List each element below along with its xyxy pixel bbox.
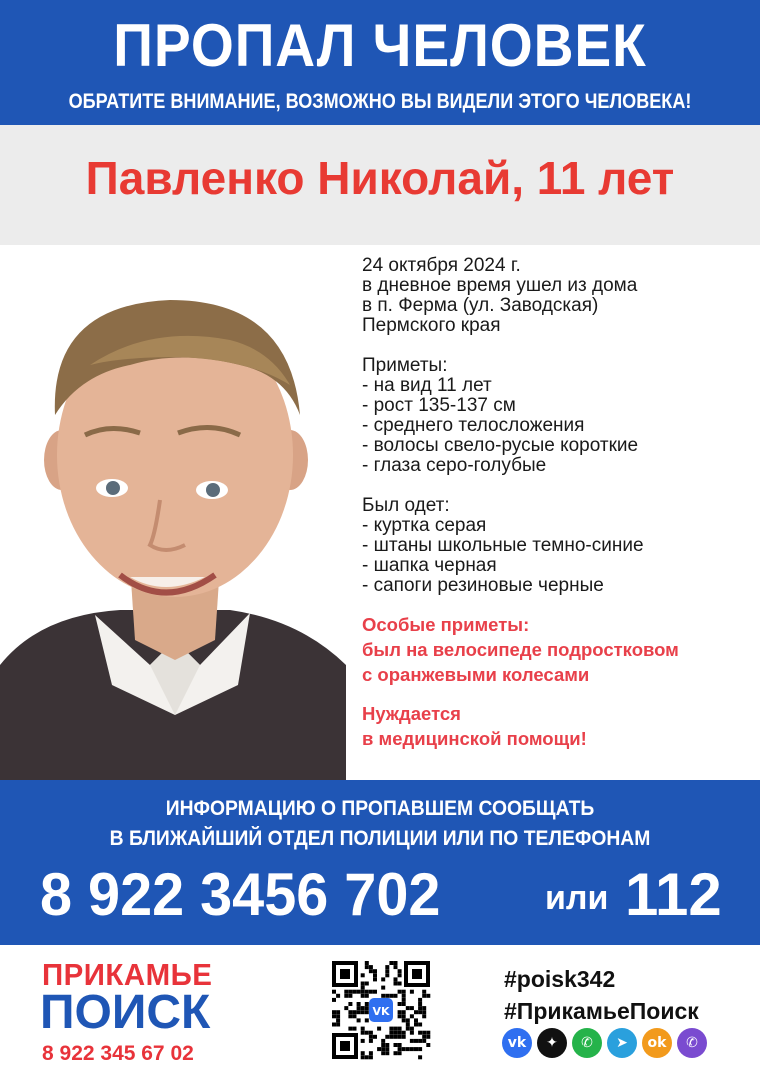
circumstances-line: в дневное время ушел из дома bbox=[362, 275, 638, 296]
zen-icon[interactable]: ✦ bbox=[537, 1028, 567, 1058]
feature-item: - глаза серо-голубые bbox=[362, 455, 547, 476]
vk-icon[interactable]: vk bbox=[502, 1028, 532, 1058]
feature-item: - на вид 11 лет bbox=[362, 375, 492, 396]
special-marks-heading: Особые приметы: bbox=[362, 614, 530, 635]
whatsapp-icon[interactable]: ✆ bbox=[572, 1028, 602, 1058]
poster-header bbox=[0, 0, 760, 125]
phone-numbers bbox=[0, 860, 760, 940]
clothing-item: - сапоги резиновые черные bbox=[362, 575, 604, 596]
qr-code-icon[interactable] bbox=[330, 959, 432, 1061]
feature-item: - рост 135-137 см bbox=[362, 395, 516, 416]
clothing-heading: Был одет: bbox=[362, 495, 450, 516]
feature-item: - среднего телосложения bbox=[362, 415, 585, 436]
clothing-block bbox=[362, 496, 756, 596]
circumstances-line: 24 октября 2024 г. bbox=[362, 255, 521, 276]
hashtag[interactable]: #ПрикамьеПоиск bbox=[504, 998, 699, 1024]
logo-main-text: ПОИСК bbox=[40, 986, 211, 1039]
feature-item: - волосы свело-русые короткие bbox=[362, 435, 639, 456]
missing-person-name: Павленко Николай, 11 лет bbox=[85, 152, 675, 204]
special-marks-block bbox=[362, 612, 756, 687]
features-heading: Приметы: bbox=[362, 355, 448, 376]
name-bar bbox=[0, 125, 760, 245]
qr-vk-label: VK bbox=[372, 1005, 390, 1018]
missing-person-photo bbox=[0, 245, 346, 780]
telegram-icon[interactable]: ➤ bbox=[607, 1028, 637, 1058]
circumstances-line: в п. Ферма (ул. Заводская) bbox=[362, 295, 599, 316]
viber-icon[interactable]: ✆ bbox=[677, 1028, 707, 1058]
circumstances-block bbox=[362, 256, 756, 336]
clothing-item: - штаны школьные темно-синие bbox=[362, 535, 644, 556]
phone-main[interactable]: 8 922 3456 702 bbox=[40, 861, 441, 928]
medical-block bbox=[362, 701, 756, 751]
features-block bbox=[362, 356, 756, 476]
clothing-item: - шапка черная bbox=[362, 555, 497, 576]
poster-subtitle: ОБРАТИТЕ ВНИМАНИЕ, ВОЗМОЖНО ВЫ ВИДЕЛИ ЭТОГО ЧЕЛОВЕКА! bbox=[68, 90, 692, 113]
org-phone[interactable]: 8 922 345 67 02 bbox=[42, 1042, 194, 1065]
special-marks-line: с оранжевыми колесами bbox=[362, 664, 590, 685]
contact-bar bbox=[0, 780, 760, 945]
phone-or-label: или bbox=[545, 879, 609, 917]
hashtag[interactable]: #poisk342 bbox=[504, 966, 616, 992]
footer bbox=[0, 945, 760, 1075]
poster-title: ПРОПАЛ ЧЕЛОВЕК bbox=[113, 12, 647, 79]
hashtags bbox=[504, 963, 699, 1027]
odnoklassniki-icon[interactable]: ok bbox=[642, 1028, 672, 1058]
info-panel bbox=[362, 256, 756, 751]
phone-emergency[interactable]: 112 bbox=[625, 861, 722, 928]
circumstances-line: Пермского края bbox=[362, 315, 501, 336]
special-marks-line: был на велосипеде подростковом bbox=[362, 639, 679, 660]
social-icons bbox=[502, 1028, 707, 1058]
logo-top-text: ПРИКАМЬЕ bbox=[42, 957, 213, 992]
contact-instruction-line: ИНФОРМАЦИЮ О ПРОПАВШЕМ СООБЩАТЬ bbox=[165, 797, 595, 820]
contact-instruction-line: В БЛИЖАЙШИЙ ОТДЕЛ ПОЛИЦИИ ИЛИ ПО ТЕЛЕФОНАМ bbox=[109, 827, 651, 850]
clothing-item: - куртка серая bbox=[362, 515, 487, 536]
medical-line: в медицинской помощи! bbox=[362, 728, 587, 749]
medical-line: Нуждается bbox=[362, 703, 461, 724]
